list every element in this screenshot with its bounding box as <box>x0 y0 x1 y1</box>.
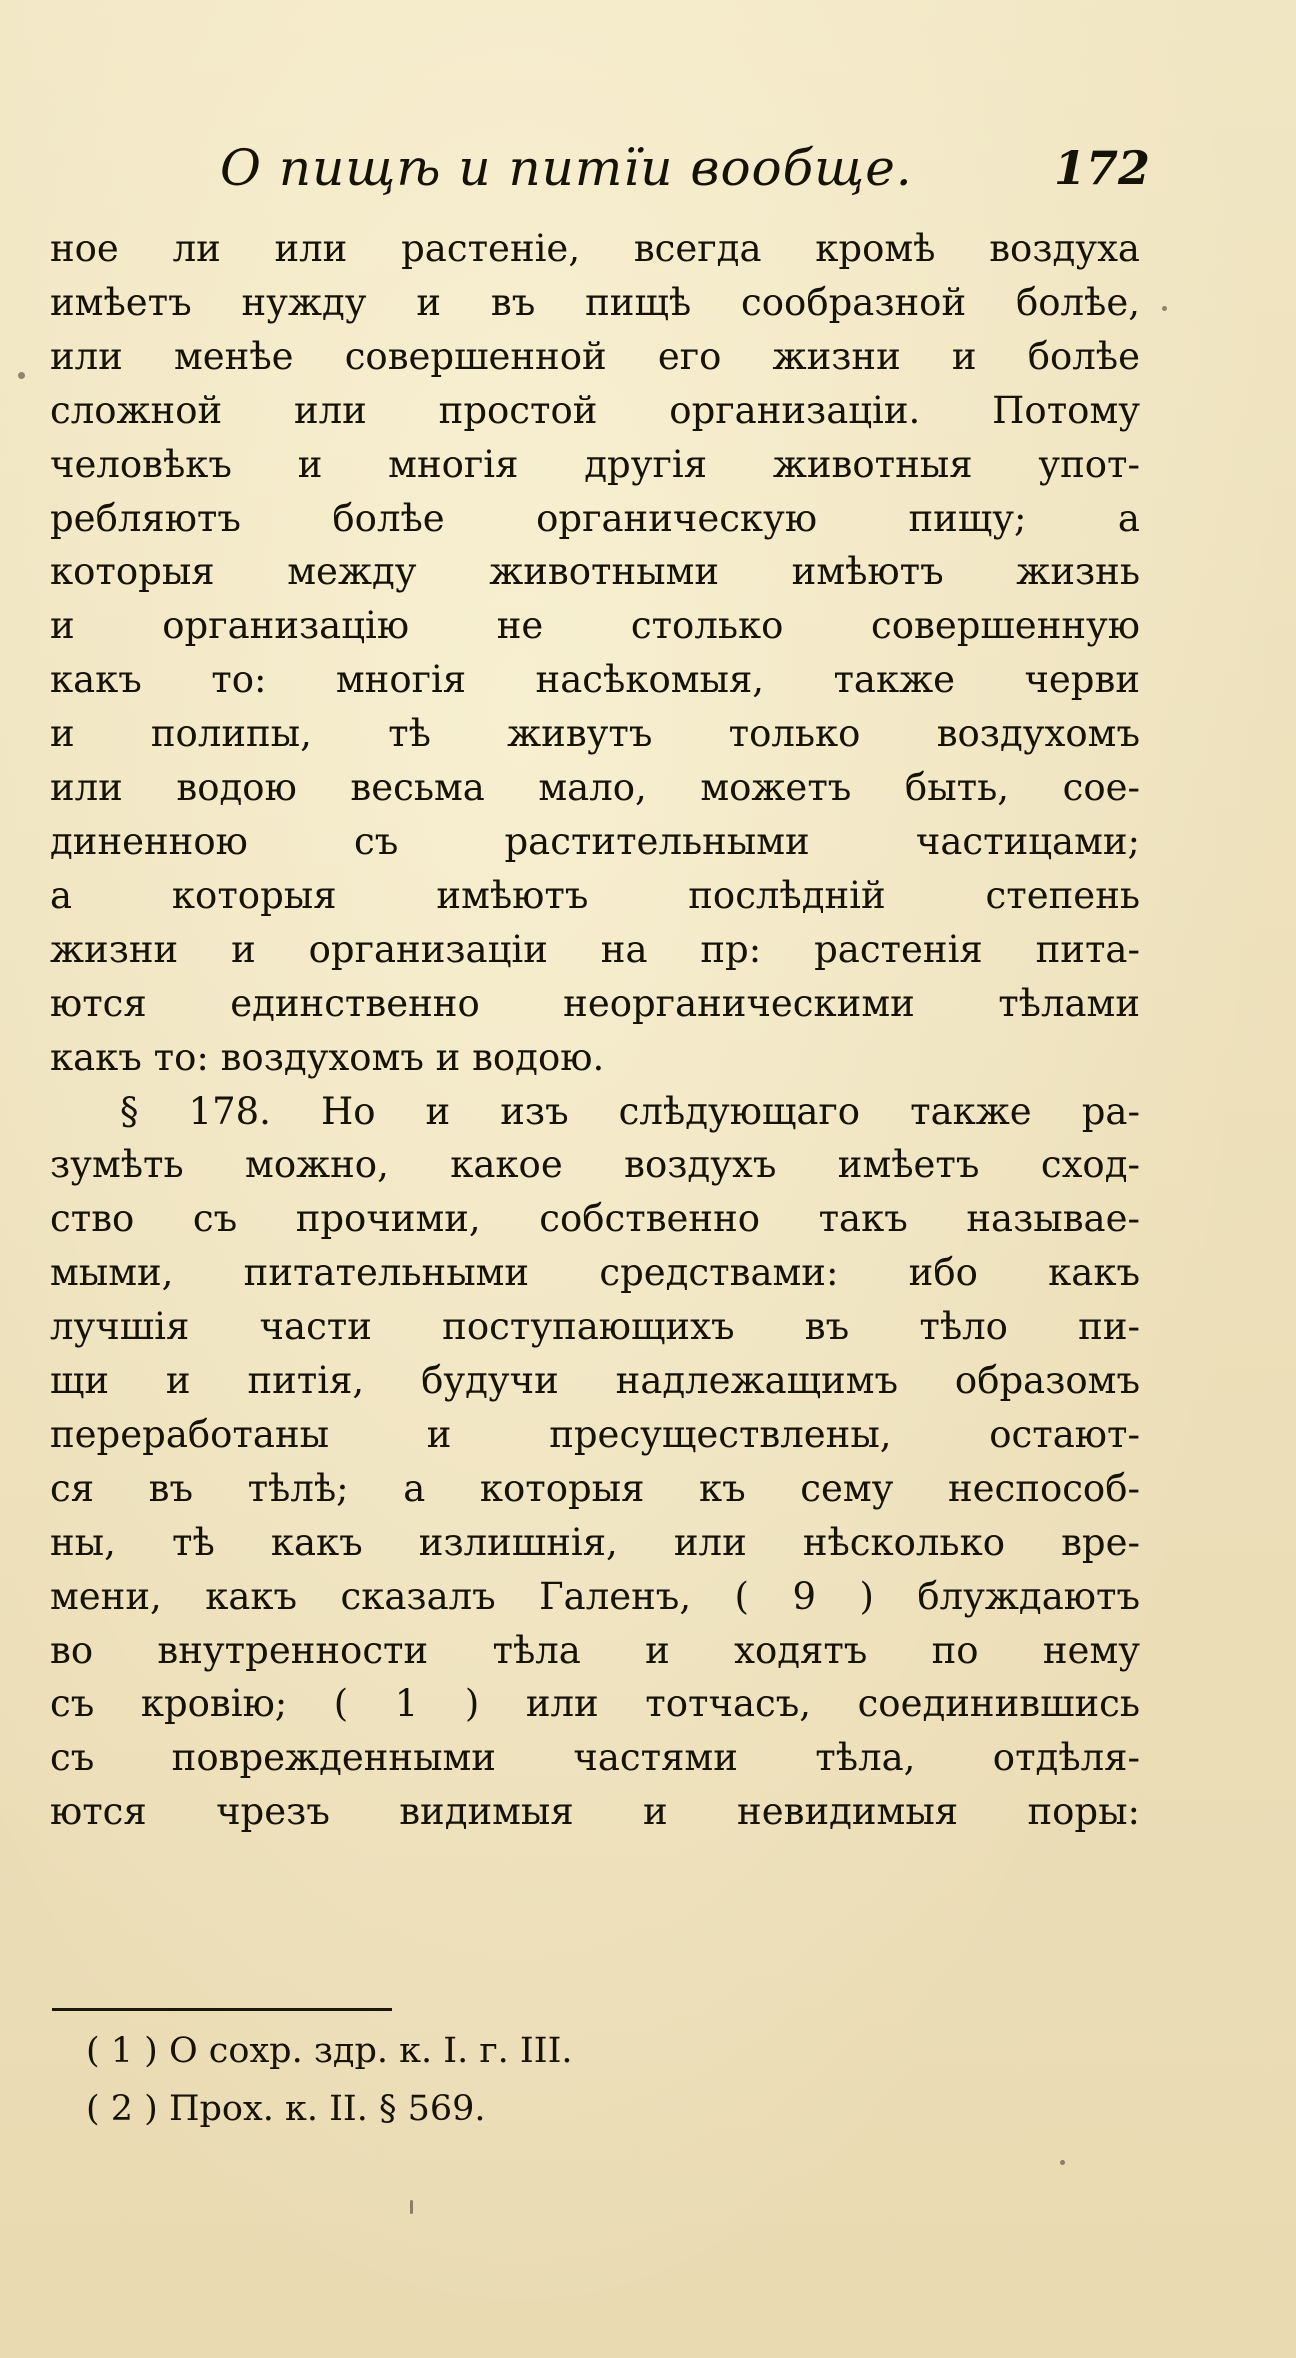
text-line: какъ то: многія насѣкомыя, также черви <box>50 658 1140 702</box>
text-line: лучшія части поступающихъ въ тѣло пи- <box>50 1305 1140 1349</box>
footnote: ( 1 ) О сохр. здр. к. I. г. III. <box>86 2031 573 2071</box>
text-line: или водою весьма мало, можетъ быть, сое- <box>50 766 1140 810</box>
running-title: О пищѣ и питїи вообще. <box>220 139 913 197</box>
text-line: и полипы, тѣ живутъ только воздухомъ <box>50 712 1140 756</box>
ink-speck <box>1162 306 1167 311</box>
text-line: и организацію не столько совершенную <box>50 604 1140 648</box>
text-line: ребляютъ болѣе органическую пищу; а <box>50 496 1140 540</box>
text-line: съ кровію; ( 1 ) или тотчасъ, соединившись <box>50 1682 1140 1726</box>
text-line: мыми, питательными средствами: ибо какъ <box>50 1251 1140 1295</box>
ink-speck <box>1060 2160 1065 2165</box>
text-line: сложной или простой организаціи. Потому <box>50 388 1140 432</box>
text-line: переработаны и пресуществлены, остают- <box>50 1412 1140 1456</box>
footnote: ( 2 ) Прох. к. II. § 569. <box>86 2089 486 2129</box>
ink-speck <box>410 2200 413 2214</box>
text-line: во внутренности тѣла и ходятъ по нему <box>50 1628 1140 1672</box>
text-line: щи и питія, будучи надлежащимъ образомъ <box>50 1359 1140 1403</box>
text-line: съ поврежденными частями тѣла, отдѣля- <box>50 1736 1140 1780</box>
text-line: имѣетъ нужду и въ пищѣ сообразной болѣе, <box>50 280 1140 324</box>
text-line: ся въ тѣлѣ; а которыя къ сему неспособ- <box>50 1466 1140 1510</box>
text-line: ное ли или растеніе, всегда кромѣ воздуха <box>50 227 1140 270</box>
text-line: ство съ прочими, собственно такъ называе- <box>50 1197 1140 1241</box>
text-line: мени, какъ сказалъ Галенъ, ( 9 ) блуждаютъ <box>50 1574 1140 1618</box>
text-line: диненною съ растительными частицами; <box>50 819 1140 863</box>
section-start-line: § 178. Но и изъ слѣдующаго также ра- <box>120 1089 1140 1133</box>
body-text <box>50 222 1140 1839</box>
text-line: человѣкъ и многія другія животныя упот- <box>50 442 1140 486</box>
text-line: зумѣть можно, какое воздухъ имѣетъ сход- <box>50 1143 1140 1187</box>
text-line: какъ то: воздухомъ и водою. <box>50 1035 605 1079</box>
text-line: или менѣе совершенной его жизни и болѣе <box>50 334 1140 378</box>
footnote-rule <box>52 2008 392 2011</box>
text-line: ются единственно неорганическими тѣлами <box>50 981 1140 1025</box>
footnotes <box>86 2022 986 2138</box>
page-header <box>210 128 1150 208</box>
text-line: которыя между животными имѣютъ жизнь <box>50 550 1140 594</box>
text-line: жизни и организаціи на пр: растенія пита- <box>50 927 1140 971</box>
text-line: а которыя имѣютъ послѣдній степень <box>50 873 1140 917</box>
text-line: ны, тѣ какъ излишнія, или нѣсколько вре- <box>50 1520 1140 1564</box>
text-line: ются чрезъ видимыя и невидимыя поры: <box>50 1790 1140 1834</box>
ink-speck <box>18 372 25 379</box>
page-number: 172 <box>1053 141 1150 195</box>
